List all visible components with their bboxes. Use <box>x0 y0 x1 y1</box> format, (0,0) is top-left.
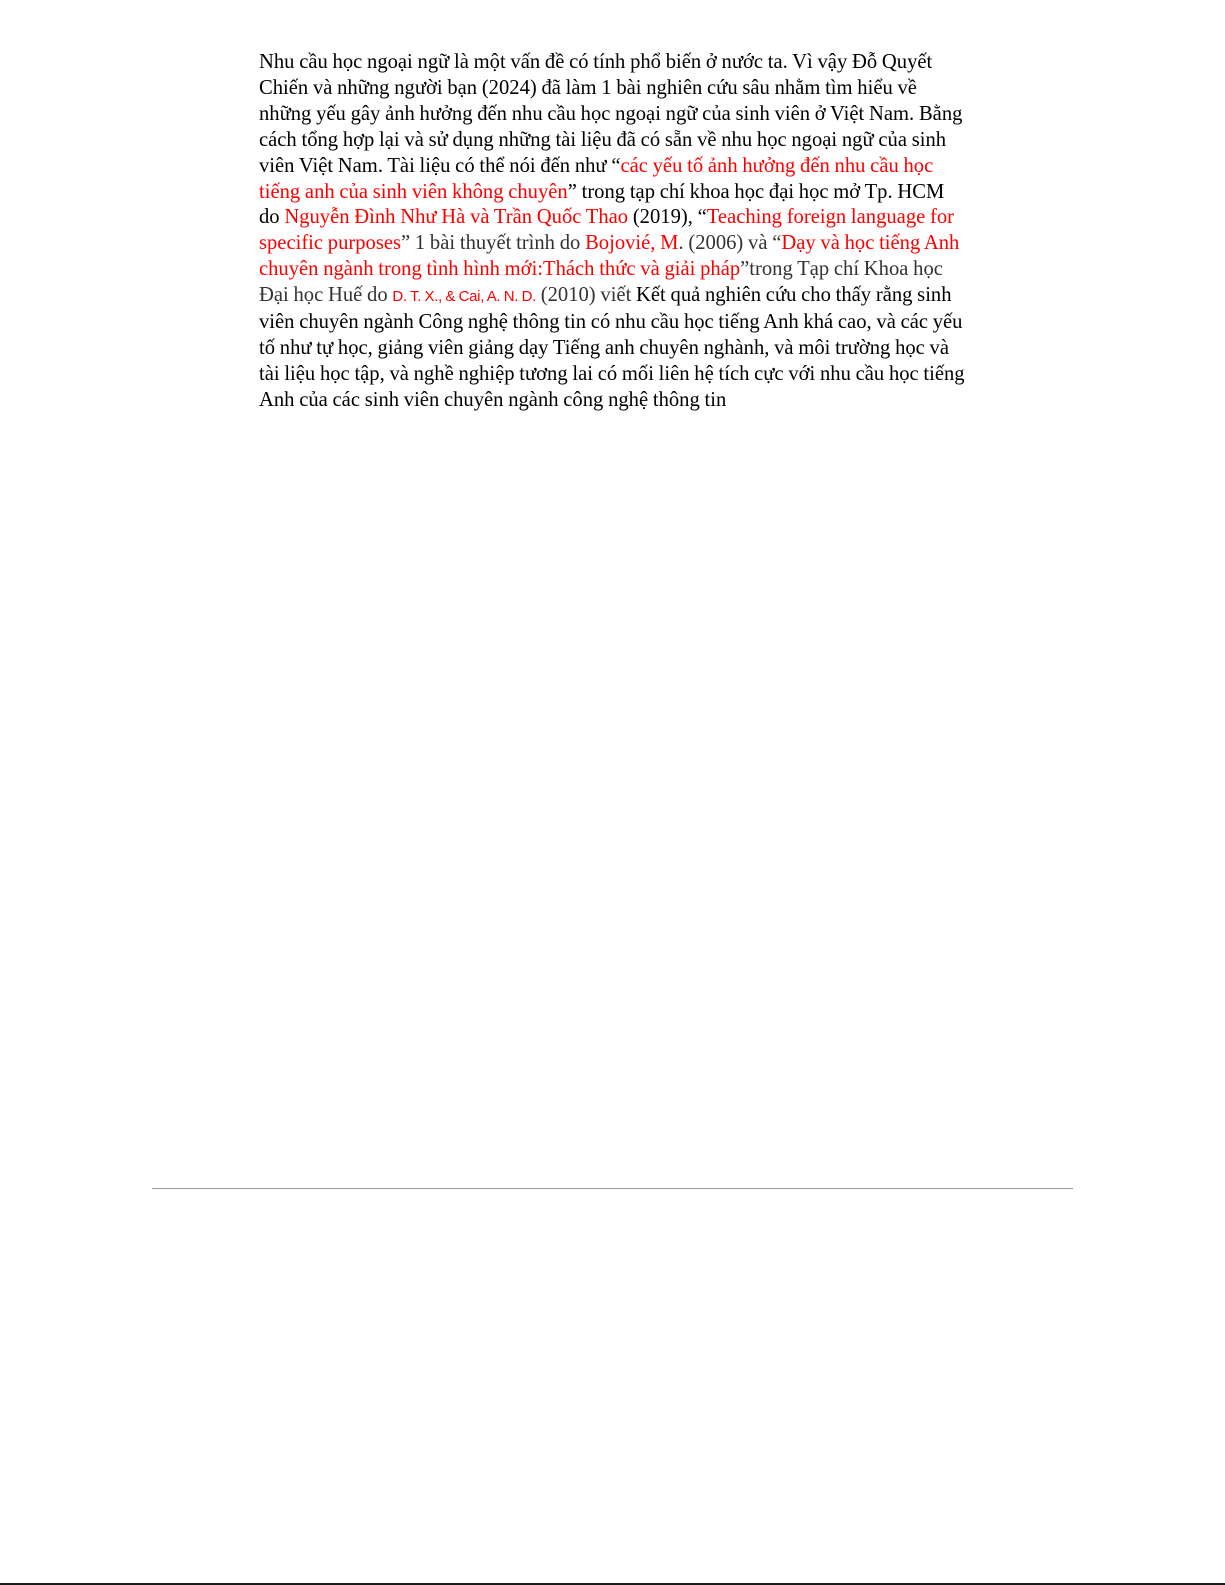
reference-title-3: Dạy và học tiếng Anh chuyên ngành trong tình hình mới:Thách thức và giải pháp <box>259 232 960 281</box>
reference-authors-3: D. T. X., & Cai, A. N. D. <box>392 288 537 306</box>
paragraph-text-7: (2010) viết <box>536 284 632 307</box>
reference-title-1: các yếu tố ảnh hưởng đến nhu cầu học tiếng anh của sinh viên không chuyên <box>259 154 934 203</box>
paragraph-text-3: (2019), “ <box>628 206 707 229</box>
reference-title-2: Teaching foreign language for specific purposes <box>259 206 955 255</box>
paragraph-text-6: ”trong Tạp chí Khoa học Đại học Huế do <box>259 258 943 307</box>
reference-authors-1: Nguyễn Đình Như Hà và Trần Quốc Thao <box>284 206 629 229</box>
body-paragraph <box>259 50 965 414</box>
paragraph-text-intro: Nhu cầu học ngoại ngữ là một vấn đề có tính phổ biến ở nước ta. Vì vậy Đỗ Quyết Chiến và những người bạn (2024) đã làm 1 bài nghiên cứu sâu nhằm tìm hiểu về những yếu gây ảnh hưởng đến nhu cầu học ngoại ngữ của sinh viên ở Việt Nam. Bằng cách tổng hợp lại và sử dụng những tài liệu đã có sẵn về nhu học ngoại ngữ của sinh viên Việt Nam. Tài liệu có thể nói đến như “ <box>259 51 963 177</box>
page-break-divider <box>152 1188 1073 1189</box>
paragraph-text-5: . (2006) và “ <box>678 232 782 255</box>
paragraph-text-4: ” 1 bài thuyết trình do <box>401 232 586 255</box>
paragraph-text-conclusion: Kết quả nghiên cứu cho thấy rằng sinh viên chuyên ngành Công nghệ thông tin có nhu cầu học tiếng Anh khá cao, và các yếu tố như tự học, giảng viên giảng dạy Tiếng anh chuyên nghành, và môi trường học và tài liệu học tập, và nghề nghiệp tương lai có mối liên hệ tích cực với nhu cầu học tiếng Anh của các sinh viên chuyên ngành công nghệ thông tin <box>259 284 965 411</box>
paragraph-text-2: ” trong tạp chí khoa học đại học mở Tp. HCM do <box>259 180 945 229</box>
reference-author-2: Bojovié, M <box>585 232 679 255</box>
